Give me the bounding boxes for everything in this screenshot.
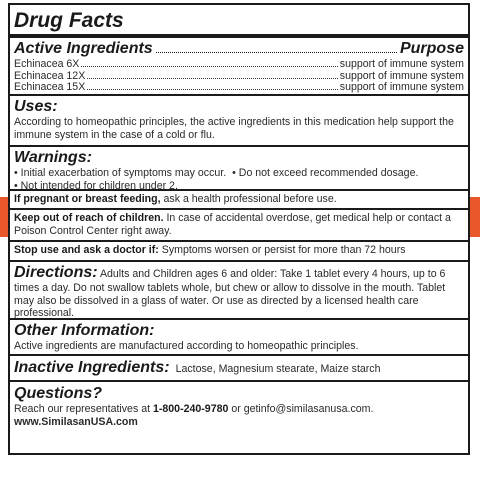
- warning-item: • Not intended for children under 2.: [14, 179, 178, 191]
- dotted-leader: [87, 89, 338, 90]
- inactive-section: [10, 356, 468, 382]
- other-info-text: Active ingredients are manufactured according to homeopathic principles.: [14, 340, 359, 352]
- pregnant-text: ask a health professional before use.: [163, 193, 337, 205]
- warnings-row: [14, 167, 464, 180]
- other-info-heading: Other Information:: [14, 322, 155, 339]
- directions-section: [10, 262, 468, 320]
- keep-out-label: Keep out of reach of children.: [14, 212, 164, 224]
- warning-item: • Do not exceed recommended dosage.: [232, 167, 419, 179]
- inactive-text: Lactose, Magnesium stearate, Maize starch: [175, 363, 381, 375]
- stop-use-text: Symptoms worsen or persist for more than 72 hours: [161, 244, 406, 256]
- uses-section: [10, 96, 468, 147]
- directions-text: Adults and Children ages 6 and older: Take 1 tablet every 4 hours, up to 6 times a day. Do not swallow tablets whole, but chew or allow to dissolve in the mouth. Tablet may also be dissolved in a glass of water. Or use as directed by a licensed health care professional.: [14, 268, 446, 320]
- pregnant-label: If pregnant or breast feeding,: [14, 193, 161, 205]
- dotted-leader: [156, 52, 397, 53]
- ingredient-purpose: support of immune system: [339, 81, 464, 93]
- uses-text: According to homeopathic principles, the active ingredients in this medication help support the immune system in the case of a cold or flu.: [14, 116, 454, 141]
- ingredient-row: [14, 82, 464, 94]
- ingredient-name: Echinacea 6X: [14, 58, 80, 70]
- active-ingredients-section: [10, 38, 468, 96]
- ingredient-purpose: support of immune system: [339, 58, 464, 70]
- ingredient-name: Echinacea 12X: [14, 69, 86, 82]
- keep-out-section: [10, 210, 468, 242]
- pregnant-section: [10, 191, 468, 210]
- ingredient-name: Echinacea 15X: [14, 81, 86, 93]
- phone-number: 1-800-240-9780: [152, 403, 229, 415]
- title-section: [10, 5, 468, 38]
- uses-heading: Uses:: [14, 98, 58, 115]
- drug-facts-panel: [8, 3, 470, 455]
- warnings-section: [10, 147, 468, 191]
- dotted-leader: [87, 78, 338, 79]
- stop-use-section: [10, 242, 468, 262]
- contact-prefix: Reach our representatives at: [14, 403, 151, 415]
- ingredient-row: [14, 59, 464, 71]
- keep-out-text: In case of accidental overdose, get medical help or contact a Poison Control Center right away.: [14, 212, 451, 237]
- directions-heading: Directions:: [14, 264, 98, 281]
- questions-section: [10, 382, 468, 442]
- inactive-heading: Inactive Ingredients:: [14, 359, 170, 376]
- contact-email: or getinfo@similasanusa.com.: [231, 403, 374, 415]
- active-ingredients-header: [14, 39, 464, 59]
- ingredient-purpose: support of immune system: [339, 69, 464, 82]
- warning-item: • Initial exacerbation of symptoms may occur.: [14, 167, 227, 179]
- warnings-heading: Warnings:: [14, 149, 92, 166]
- dotted-leader: [81, 66, 337, 67]
- page-title: Drug Facts: [14, 9, 124, 32]
- active-ingredients-heading: Active Ingredients: [14, 40, 153, 57]
- stop-use-label: Stop use and ask a doctor if:: [14, 244, 159, 256]
- other-info-section: [10, 320, 468, 356]
- purpose-heading: Purpose: [399, 40, 464, 57]
- contact-line: [14, 403, 464, 416]
- questions-heading: Questions?: [14, 385, 103, 402]
- website-link: www.SimilasanUSA.com: [14, 416, 138, 428]
